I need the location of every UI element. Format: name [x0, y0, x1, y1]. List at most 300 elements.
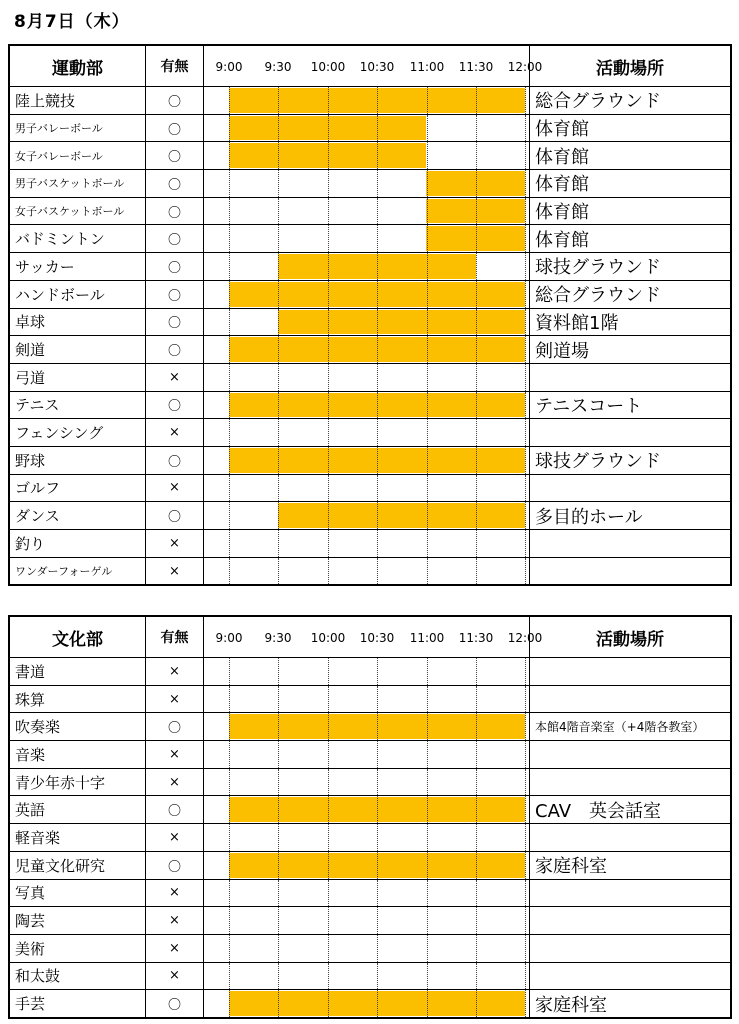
club-name: 書道 [10, 658, 146, 685]
column-header-has: 有無 [146, 46, 204, 86]
time-cell [204, 447, 530, 474]
time-gridline [377, 253, 378, 280]
activity-place: 多目的ホール [535, 506, 643, 528]
club-name: 卓球 [10, 309, 146, 336]
time-gridline [278, 198, 279, 225]
time-gridline [229, 769, 230, 796]
time-gridline [476, 963, 477, 990]
table-row [10, 851, 730, 879]
activity-mark: 〇 [146, 796, 204, 823]
time-gridline [278, 87, 279, 114]
club-name: 手芸 [10, 990, 146, 1017]
table-row [10, 962, 730, 990]
time-gridline [476, 558, 477, 585]
time-tick: 9:00 [215, 631, 243, 645]
time-cell [204, 658, 530, 685]
time-gridline [377, 336, 378, 363]
time-gridline [377, 769, 378, 796]
time-gridline [328, 558, 329, 585]
activity-place [530, 475, 730, 502]
time-gridline [525, 475, 526, 502]
club-name: 珠算 [10, 686, 146, 713]
time-cell [204, 880, 530, 907]
time-gridline [427, 907, 428, 934]
time-gridline [328, 392, 329, 419]
time-gridline [476, 198, 477, 225]
time-gridline [229, 225, 230, 252]
time-gridline [377, 935, 378, 962]
time-gridline [525, 796, 526, 823]
activity-place: 体育館 [535, 202, 589, 224]
activity-mark: 〇 [146, 713, 204, 740]
time-gridline [377, 907, 378, 934]
time-tick: 10:30 [359, 60, 395, 74]
activity-place [530, 963, 730, 990]
time-gridline [377, 852, 378, 879]
time-gridline [377, 170, 378, 197]
time-gridline [427, 170, 428, 197]
table-row [10, 474, 730, 502]
time-gridline [278, 558, 279, 585]
time-tick: 12:00 [507, 631, 543, 645]
time-cell [204, 502, 530, 529]
activity-place [530, 658, 730, 685]
time-gridline [476, 309, 477, 336]
time-gridline [328, 281, 329, 308]
time-gridline [229, 990, 230, 1017]
time-gridline [229, 502, 230, 529]
time-cell [204, 990, 530, 1017]
time-gridline [229, 935, 230, 962]
time-tick: 10:30 [359, 631, 395, 645]
time-gridline [278, 990, 279, 1017]
activity-place: 家庭科室 [535, 994, 607, 1016]
time-gridline [229, 796, 230, 823]
time-tick: 9:30 [264, 60, 292, 74]
time-gridline [476, 824, 477, 851]
time-gridline [377, 475, 378, 502]
time-cell [204, 852, 530, 879]
table-row [10, 712, 730, 740]
time-tick: 12:00 [507, 60, 543, 74]
time-gridline [229, 392, 230, 419]
time-cell [204, 419, 530, 446]
time-gridline [328, 142, 329, 169]
table-row [10, 114, 730, 142]
time-gridline [328, 741, 329, 768]
time-gridline [377, 558, 378, 585]
time-cell [204, 686, 530, 713]
time-gridline [328, 769, 329, 796]
time-gridline [427, 963, 428, 990]
time-gridline [328, 502, 329, 529]
table-row [10, 740, 730, 768]
activity-mark: 〇 [146, 142, 204, 169]
time-gridline [427, 336, 428, 363]
time-gridline [476, 686, 477, 713]
time-gridline [229, 907, 230, 934]
activity-mark: 〇 [146, 392, 204, 419]
time-gridline [476, 225, 477, 252]
column-header-place: 活動場所 [596, 629, 664, 650]
time-gridline [427, 142, 428, 169]
time-gridline [278, 447, 279, 474]
activity-mark: 〇 [146, 253, 204, 280]
time-gridline [525, 741, 526, 768]
time-gridline [525, 658, 526, 685]
time-gridline [377, 963, 378, 990]
club-name: 英語 [10, 796, 146, 823]
activity-place [530, 686, 730, 713]
time-gridline [525, 447, 526, 474]
sports-club-schedule [8, 44, 732, 586]
table-row [10, 989, 730, 1017]
time-tick: 11:30 [458, 631, 494, 645]
activity-mark: × [146, 907, 204, 934]
activity-place: 球技グラウンド [535, 257, 661, 279]
time-gridline [328, 364, 329, 391]
time-gridline [476, 990, 477, 1017]
time-tick: 11:00 [409, 60, 445, 74]
club-name: 剣道 [10, 336, 146, 363]
time-gridline [476, 253, 477, 280]
time-gridline [525, 419, 526, 446]
club-name: 陸上競技 [10, 87, 146, 114]
time-gridline [278, 963, 279, 990]
time-tick: 10:00 [310, 631, 346, 645]
time-gridline [229, 198, 230, 225]
activity-mark: 〇 [146, 281, 204, 308]
time-gridline [377, 658, 378, 685]
time-gridline [377, 713, 378, 740]
activity-place: 体育館 [535, 174, 589, 196]
time-gridline [328, 686, 329, 713]
time-gridline [427, 769, 428, 796]
time-gridline [427, 796, 428, 823]
activity-place: 家庭科室 [535, 856, 607, 878]
time-gridline [377, 142, 378, 169]
activity-place [530, 907, 730, 934]
time-gridline [427, 741, 428, 768]
time-gridline [377, 281, 378, 308]
table-row [10, 280, 730, 308]
time-gridline [278, 142, 279, 169]
column-header-club: 文化部 [10, 617, 146, 657]
time-gridline [278, 115, 279, 142]
table-row [10, 823, 730, 851]
activity-mark: × [146, 824, 204, 851]
time-gridline [328, 419, 329, 446]
time-cell [204, 392, 530, 419]
time-cell [204, 713, 530, 740]
time-cell [204, 558, 530, 585]
time-gridline [525, 935, 526, 962]
time-tick: 9:30 [264, 631, 292, 645]
time-gridline [525, 87, 526, 114]
time-gridline [525, 769, 526, 796]
activity-place [530, 880, 730, 907]
time-gridline [278, 364, 279, 391]
time-gridline [377, 309, 378, 336]
table-row [10, 657, 730, 685]
time-gridline [328, 87, 329, 114]
club-name: 陶芸 [10, 907, 146, 934]
time-gridline [525, 990, 526, 1017]
activity-mark: 〇 [146, 198, 204, 225]
time-gridline [278, 309, 279, 336]
time-gridline [328, 253, 329, 280]
time-gridline [328, 336, 329, 363]
table-header [10, 617, 730, 657]
time-gridline [525, 824, 526, 851]
time-gridline [278, 530, 279, 557]
time-gridline [278, 281, 279, 308]
time-cell [204, 907, 530, 934]
time-gridline [377, 741, 378, 768]
time-gridline [278, 907, 279, 934]
time-gridline [377, 880, 378, 907]
time-tick: 11:00 [409, 631, 445, 645]
time-gridline [427, 309, 428, 336]
time-gridline [229, 824, 230, 851]
time-gridline [427, 713, 428, 740]
activity-mark: 〇 [146, 990, 204, 1017]
time-gridline [229, 281, 230, 308]
culture-club-schedule [8, 615, 732, 1019]
time-gridline [229, 364, 230, 391]
time-gridline [427, 475, 428, 502]
activity-place: 剣道場 [535, 340, 589, 362]
time-gridline [278, 686, 279, 713]
table-row [10, 391, 730, 419]
time-gridline [229, 170, 230, 197]
time-gridline [278, 336, 279, 363]
time-gridline [427, 658, 428, 685]
time-gridline [377, 198, 378, 225]
time-gridline [525, 336, 526, 363]
time-gridline [278, 935, 279, 962]
time-gridline [427, 990, 428, 1017]
table-row [10, 879, 730, 907]
table-row [10, 418, 730, 446]
activity-mark: × [146, 475, 204, 502]
time-cell [204, 170, 530, 197]
time-gridline [278, 225, 279, 252]
activity-mark: 〇 [146, 447, 204, 474]
time-gridline [278, 824, 279, 851]
club-name: 青少年赤十字 [10, 769, 146, 796]
time-gridline [427, 87, 428, 114]
time-gridline [377, 990, 378, 1017]
time-gridline [377, 530, 378, 557]
time-gridline [229, 880, 230, 907]
time-gridline [476, 364, 477, 391]
time-cell [204, 530, 530, 557]
club-name: ワンダーフォーゲル [10, 558, 146, 585]
activity-place [530, 558, 730, 585]
table-row [10, 501, 730, 529]
time-gridline [278, 658, 279, 685]
club-name: 美術 [10, 935, 146, 962]
time-gridline [476, 281, 477, 308]
time-gridline [427, 935, 428, 962]
time-gridline [229, 713, 230, 740]
time-gridline [476, 658, 477, 685]
activity-place [530, 364, 730, 391]
time-cell [204, 824, 530, 851]
time-gridline [328, 796, 329, 823]
club-name: 男子バレーボール [10, 115, 146, 142]
table-row [10, 363, 730, 391]
activity-mark: 〇 [146, 225, 204, 252]
time-gridline [525, 309, 526, 336]
table-header [10, 46, 730, 86]
time-gridline [476, 475, 477, 502]
time-gridline [476, 502, 477, 529]
time-gridline [278, 741, 279, 768]
time-gridline [229, 558, 230, 585]
time-gridline [427, 198, 428, 225]
time-gridline [427, 447, 428, 474]
time-gridline [476, 392, 477, 419]
time-gridline [427, 502, 428, 529]
club-name: 児童文化研究 [10, 852, 146, 879]
time-cell [204, 769, 530, 796]
time-gridline [525, 392, 526, 419]
table-row [10, 768, 730, 796]
activity-place [530, 741, 730, 768]
time-gridline [377, 392, 378, 419]
time-gridline [427, 824, 428, 851]
time-gridline [476, 447, 477, 474]
time-gridline [278, 852, 279, 879]
time-gridline [377, 419, 378, 446]
time-cell [204, 741, 530, 768]
table-row [10, 141, 730, 169]
activity-place [530, 419, 730, 446]
time-cell [204, 253, 530, 280]
table-row [10, 906, 730, 934]
table-row [10, 86, 730, 114]
time-gridline [229, 852, 230, 879]
time-gridline [328, 309, 329, 336]
club-name: 女子バスケットボール [10, 198, 146, 225]
activity-place: 体育館 [535, 119, 589, 141]
activity-mark: 〇 [146, 502, 204, 529]
activity-mark: × [146, 530, 204, 557]
time-gridline [328, 198, 329, 225]
time-gridline [377, 447, 378, 474]
club-name: フェンシング [10, 419, 146, 446]
time-cell [204, 796, 530, 823]
activity-place: テニスコート [535, 395, 643, 417]
time-gridline [476, 419, 477, 446]
time-gridline [525, 907, 526, 934]
activity-mark: 〇 [146, 87, 204, 114]
table-row [10, 169, 730, 197]
time-gridline [328, 990, 329, 1017]
club-name: 軽音楽 [10, 824, 146, 851]
time-gridline [427, 115, 428, 142]
time-gridline [229, 447, 230, 474]
activity-place [530, 935, 730, 962]
time-gridline [328, 824, 329, 851]
column-header-has: 有無 [146, 617, 204, 657]
time-gridline [328, 880, 329, 907]
activity-time-bar [278, 310, 525, 335]
club-name: 吹奏楽 [10, 713, 146, 740]
table-row [10, 934, 730, 962]
club-name: 釣り [10, 530, 146, 557]
time-cell [204, 309, 530, 336]
time-gridline [377, 796, 378, 823]
time-cell [204, 281, 530, 308]
activity-place: 総合グラウンド [535, 91, 661, 113]
time-gridline [328, 115, 329, 142]
time-gridline [476, 170, 477, 197]
time-gridline [476, 530, 477, 557]
table-row [10, 446, 730, 474]
time-gridline [229, 658, 230, 685]
time-gridline [229, 963, 230, 990]
club-name: 弓道 [10, 364, 146, 391]
time-gridline [476, 741, 477, 768]
time-gridline [328, 935, 329, 962]
activity-mark: × [146, 741, 204, 768]
club-name: 男子バスケットボール [10, 170, 146, 197]
time-gridline [525, 115, 526, 142]
time-gridline [377, 824, 378, 851]
time-tick: 11:30 [458, 60, 494, 74]
time-scale-header [204, 46, 543, 86]
time-gridline [476, 852, 477, 879]
activity-place: CAV 英会話室 [535, 800, 662, 822]
activity-mark: × [146, 963, 204, 990]
time-gridline [278, 502, 279, 529]
club-name: 写真 [10, 880, 146, 907]
time-gridline [525, 364, 526, 391]
time-gridline [476, 115, 477, 142]
time-gridline [328, 852, 329, 879]
club-name: 音楽 [10, 741, 146, 768]
time-gridline [525, 502, 526, 529]
time-cell [204, 115, 530, 142]
activity-mark: × [146, 419, 204, 446]
time-gridline [525, 170, 526, 197]
time-tick: 9:00 [215, 60, 243, 74]
activity-mark: 〇 [146, 115, 204, 142]
time-gridline [229, 686, 230, 713]
club-name: ダンス [10, 502, 146, 529]
time-gridline [229, 336, 230, 363]
activity-mark: × [146, 364, 204, 391]
club-name: ハンドボール [10, 281, 146, 308]
time-gridline [525, 686, 526, 713]
time-gridline [278, 880, 279, 907]
time-gridline [525, 142, 526, 169]
activity-time-bar [278, 503, 525, 528]
time-gridline [377, 225, 378, 252]
table-row [10, 685, 730, 713]
activity-mark: 〇 [146, 170, 204, 197]
time-gridline [377, 502, 378, 529]
time-gridline [427, 852, 428, 879]
time-gridline [278, 796, 279, 823]
time-gridline [328, 963, 329, 990]
time-gridline [278, 392, 279, 419]
time-gridline [427, 392, 428, 419]
time-gridline [377, 115, 378, 142]
